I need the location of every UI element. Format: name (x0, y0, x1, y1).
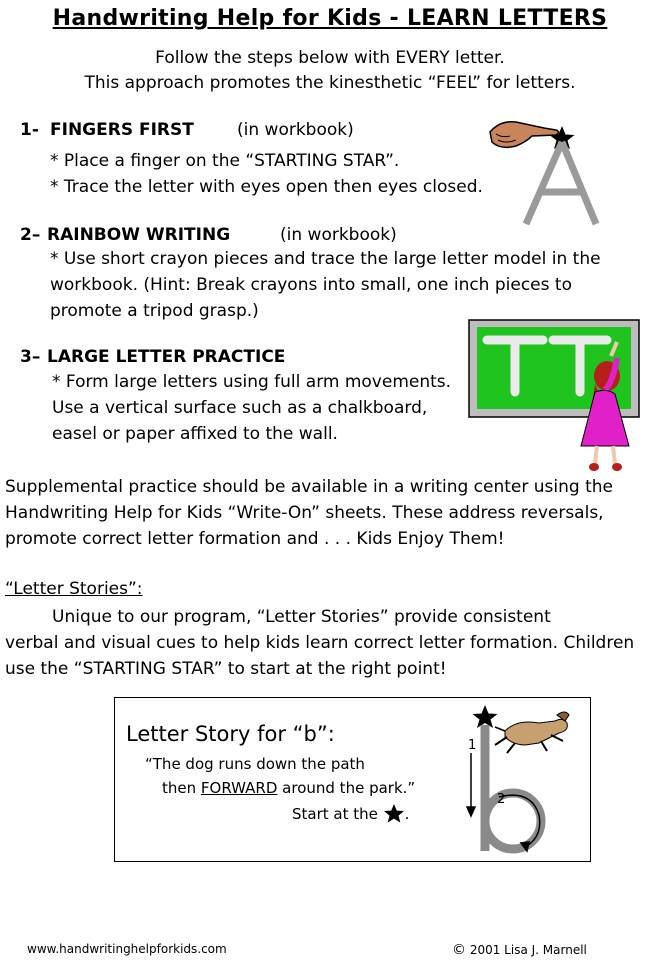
supplemental-line-2: Handwriting Help for Kids “Write-On” sheets. These address reversals, (5, 503, 604, 523)
step1-line-1: * Place a finger on the “STARTING STAR”. (50, 151, 400, 171)
letter-b-illustration (455, 703, 587, 859)
letter-stories-line-3: use the “STARTING STAR” to start at the right point! (5, 659, 447, 679)
footer-copyright: © 2001 Lisa J. Marnell (452, 942, 587, 958)
letter-stories-heading: “Letter Stories”: (5, 579, 143, 599)
starting-star-icon (473, 705, 498, 728)
intro-line-2: This approach promotes the kinesthetic “FEEL” for letters. (84, 73, 576, 93)
letter-a-model (526, 142, 596, 224)
supplemental-line-1: Supplemental practice should be available in a writing center using the (5, 477, 614, 497)
pointing-finger-icon (490, 122, 559, 148)
letter-story-line-1: “The dog runs down the path (145, 755, 365, 773)
intro-line-1: Follow the steps below with EVERY letter. (155, 48, 505, 68)
step3-line-2: Use a vertical surface such as a chalkboard, (52, 398, 428, 418)
running-dog-icon (495, 712, 569, 753)
step2-number: 2– (20, 225, 41, 245)
step3-line-1: * Form large letters using full arm movements. (52, 372, 452, 392)
letter-stories-line-2: verbal and visual cues to help kids learn correct letter formation. Children (5, 633, 635, 653)
page-title: Handwriting Help for Kids - LEARN LETTERS (52, 6, 608, 31)
letter-story-line-2: then FORWARD around the park.” (162, 779, 416, 797)
letter-story-box (114, 697, 591, 862)
footer-website: www.handwritinghelpforkids.com (27, 942, 227, 956)
step1-heading: FINGERS FIRST (50, 120, 194, 140)
down-arrow-icon (467, 753, 475, 816)
finger-letter-a-illustration (486, 112, 606, 230)
step1-number: 1- (20, 120, 39, 140)
step3-heading: LARGE LETTER PRACTICE (47, 347, 286, 367)
step2-line-1: * Use short crayon pieces and trace the large letter model in the (50, 249, 601, 269)
step1-line-2: * Trace the letter with eyes open then eyes closed. (50, 177, 483, 197)
step1-note: (in workbook) (237, 120, 354, 140)
letter-story-line-3: Start at the . (292, 805, 410, 823)
step3-number: 3– (20, 347, 41, 367)
step3-line-3: easel or paper affixed to the wall. (52, 424, 338, 444)
letter-story-title: Letter Story for “b”: (126, 722, 335, 746)
step2-heading: RAINBOW WRITING (47, 225, 231, 245)
letter-stories-line-1: Unique to our program, “Letter Stories” provide consistent (52, 607, 551, 627)
chalkboard-girl-illustration (467, 318, 643, 476)
stroke-number-1: 1 (468, 738, 477, 753)
forward-word: FORWARD (200, 779, 278, 797)
star-icon (383, 803, 405, 823)
stroke-number-2: 2 (497, 792, 506, 807)
step2-line-3: promote a tripod grasp.) (50, 301, 259, 321)
step2-note: (in workbook) (280, 225, 397, 245)
step2-line-2: workbook. (Hint: Break crayons into small, one inch pieces to (50, 275, 572, 295)
copyright-icon: © (452, 942, 466, 958)
supplemental-line-3: promote correct letter formation and . . . Kids Enjoy Them! (5, 529, 505, 549)
